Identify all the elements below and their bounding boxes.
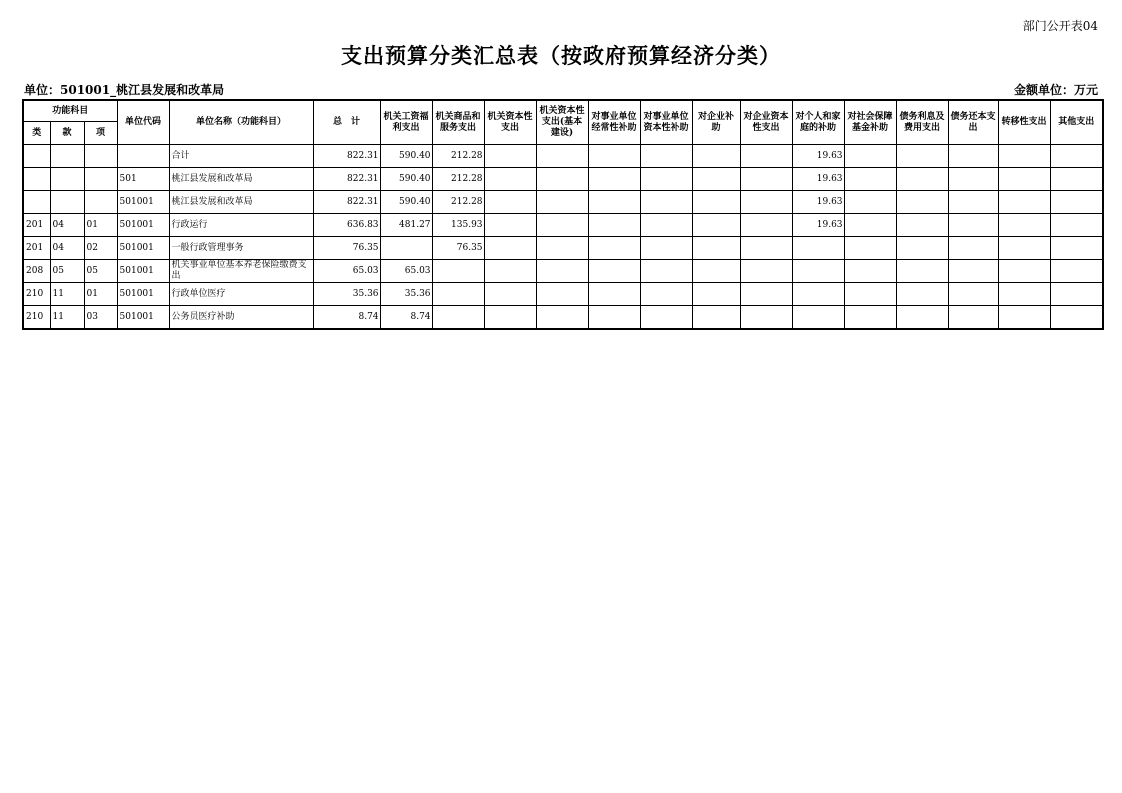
cell-c11 xyxy=(896,145,948,168)
header-c10: 对社会保障基金补助 xyxy=(844,100,896,145)
cell-c11 xyxy=(896,191,948,214)
cell-c14 xyxy=(1050,283,1103,306)
cell-unit-code: 501001 xyxy=(117,306,169,330)
cell-c12 xyxy=(948,191,998,214)
cell-c12 xyxy=(948,214,998,237)
cell-c13 xyxy=(998,283,1050,306)
cell-kuan: 04 xyxy=(50,214,84,237)
cell-xiang: 01 xyxy=(84,283,117,306)
cell-c1: 590.40 xyxy=(380,145,432,168)
cell-c3 xyxy=(484,260,536,283)
cell-c5 xyxy=(588,145,640,168)
cell-lei: 210 xyxy=(23,306,50,330)
cell-lei: 201 xyxy=(23,237,50,260)
cell-c5 xyxy=(588,283,640,306)
cell-lei xyxy=(23,168,50,191)
cell-c8 xyxy=(740,283,792,306)
cell-c14 xyxy=(1050,260,1103,283)
cell-c14 xyxy=(1050,306,1103,330)
cell-c12 xyxy=(948,283,998,306)
cell-c6 xyxy=(640,260,692,283)
cell-c6 xyxy=(640,214,692,237)
cell-c9 xyxy=(792,283,844,306)
table-row xyxy=(23,260,1103,283)
cell-unit-name: 行政单位医疗 xyxy=(169,283,313,306)
cell-c11 xyxy=(896,214,948,237)
header-c9: 对个人和家庭的补助 xyxy=(792,100,844,145)
cell-xiang: 02 xyxy=(84,237,117,260)
cell-c14 xyxy=(1050,145,1103,168)
cell-c14 xyxy=(1050,214,1103,237)
header-total: 总 计 xyxy=(313,100,380,145)
table-row xyxy=(23,145,1103,168)
cell-c13 xyxy=(998,145,1050,168)
cell-c8 xyxy=(740,168,792,191)
cell-c10 xyxy=(844,237,896,260)
cell-c3 xyxy=(484,237,536,260)
cell-c1: 481.27 xyxy=(380,214,432,237)
cell-c5 xyxy=(588,260,640,283)
cell-c9 xyxy=(792,260,844,283)
table-row xyxy=(23,168,1103,191)
cell-c3 xyxy=(484,191,536,214)
cell-c2 xyxy=(432,260,484,283)
cell-c7 xyxy=(692,145,740,168)
table-row xyxy=(23,191,1103,214)
amount-unit-label: 金额单位：万元 xyxy=(1013,83,1098,97)
cell-c3 xyxy=(484,168,536,191)
cell-unit-code: 501001 xyxy=(117,237,169,260)
cell-xiang xyxy=(84,168,117,191)
cell-c7 xyxy=(692,191,740,214)
header-unit-name: 单位名称（功能科目） xyxy=(169,100,313,145)
table-row xyxy=(23,237,1103,260)
cell-xiang xyxy=(84,145,117,168)
cell-c6 xyxy=(640,191,692,214)
cell-total: 822.31 xyxy=(313,168,380,191)
header-c1: 机关工资福利支出 xyxy=(380,100,432,145)
cell-c2 xyxy=(432,283,484,306)
page-title: 支出预算分类汇总表（按政府预算经济分类） xyxy=(341,43,781,68)
cell-c11 xyxy=(896,237,948,260)
cell-total: 35.36 xyxy=(313,283,380,306)
cell-c11 xyxy=(896,168,948,191)
cell-c10 xyxy=(844,306,896,330)
header-kuan: 款 xyxy=(50,122,84,145)
cell-unit-code: 501001 xyxy=(117,283,169,306)
cell-kuan xyxy=(50,145,84,168)
cell-c1 xyxy=(380,237,432,260)
cell-c14 xyxy=(1050,191,1103,214)
cell-c7 xyxy=(692,306,740,330)
cell-c1: 35.36 xyxy=(380,283,432,306)
cell-c10 xyxy=(844,283,896,306)
cell-c4 xyxy=(536,214,588,237)
cell-c2: 76.35 xyxy=(432,237,484,260)
budget-table xyxy=(22,99,1104,330)
header-c6: 对事业单位资本性补助 xyxy=(640,100,692,145)
cell-c9: 19.63 xyxy=(792,214,844,237)
cell-c10 xyxy=(844,145,896,168)
cell-c1: 590.40 xyxy=(380,168,432,191)
cell-c3 xyxy=(484,214,536,237)
cell-c5 xyxy=(588,237,640,260)
header-c7: 对企业补助 xyxy=(692,100,740,145)
cell-c6 xyxy=(640,145,692,168)
cell-c5 xyxy=(588,191,640,214)
header-unit-code: 单位代码 xyxy=(117,100,169,145)
cell-lei xyxy=(23,145,50,168)
cell-c9: 19.63 xyxy=(792,191,844,214)
cell-c14 xyxy=(1050,168,1103,191)
cell-unit-name: 行政运行 xyxy=(169,214,313,237)
cell-c7 xyxy=(692,237,740,260)
header-lei: 类 xyxy=(23,122,50,145)
cell-c11 xyxy=(896,283,948,306)
cell-total: 822.31 xyxy=(313,145,380,168)
cell-c11 xyxy=(896,306,948,330)
cell-c8 xyxy=(740,306,792,330)
cell-xiang: 03 xyxy=(84,306,117,330)
cell-c3 xyxy=(484,306,536,330)
cell-c6 xyxy=(640,306,692,330)
cell-c10 xyxy=(844,260,896,283)
unit-label: 单位：501001_桃江县发展和改革局 xyxy=(24,83,225,97)
cell-c9 xyxy=(792,237,844,260)
cell-c7 xyxy=(692,283,740,306)
cell-c2: 212.28 xyxy=(432,168,484,191)
cell-c4 xyxy=(536,306,588,330)
cell-lei: 210 xyxy=(23,283,50,306)
header-row-1 xyxy=(23,100,1103,122)
cell-c6 xyxy=(640,283,692,306)
cell-c5 xyxy=(588,168,640,191)
cell-total: 822.31 xyxy=(313,191,380,214)
cell-c11 xyxy=(896,260,948,283)
cell-xiang: 01 xyxy=(84,214,117,237)
cell-c9: 19.63 xyxy=(792,168,844,191)
cell-lei: 208 xyxy=(23,260,50,283)
cell-kuan xyxy=(50,168,84,191)
cell-c10 xyxy=(844,214,896,237)
header-c4: 机关资本性支出(基本建设) xyxy=(536,100,588,145)
cell-xiang: 05 xyxy=(84,260,117,283)
cell-c9 xyxy=(792,306,844,330)
table-row xyxy=(23,214,1103,237)
header-c14: 其他支出 xyxy=(1050,100,1103,145)
cell-unit-code: 501001 xyxy=(117,260,169,283)
cell-c6 xyxy=(640,168,692,191)
cell-total: 76.35 xyxy=(313,237,380,260)
cell-c10 xyxy=(844,191,896,214)
cell-total: 636.83 xyxy=(313,214,380,237)
header-xiang: 项 xyxy=(84,122,117,145)
header-c5: 对事业单位经常性补助 xyxy=(588,100,640,145)
cell-c12 xyxy=(948,145,998,168)
cell-total: 65.03 xyxy=(313,260,380,283)
cell-c13 xyxy=(998,214,1050,237)
cell-c12 xyxy=(948,260,998,283)
cell-unit-name: 机关事业单位基本养老保险缴费支出 xyxy=(169,260,313,283)
header-c2: 机关商品和服务支出 xyxy=(432,100,484,145)
cell-xiang xyxy=(84,191,117,214)
cell-kuan xyxy=(50,191,84,214)
cell-c10 xyxy=(844,168,896,191)
cell-c5 xyxy=(588,214,640,237)
cell-c8 xyxy=(740,237,792,260)
cell-c2: 212.28 xyxy=(432,191,484,214)
cell-c13 xyxy=(998,306,1050,330)
cell-c2 xyxy=(432,306,484,330)
cell-kuan: 11 xyxy=(50,283,84,306)
header-func-group: 功能科目 xyxy=(23,100,117,122)
cell-c1: 65.03 xyxy=(380,260,432,283)
cell-c4 xyxy=(536,168,588,191)
table-row xyxy=(23,283,1103,306)
cell-c8 xyxy=(740,214,792,237)
cell-unit-name: 公务员医疗补助 xyxy=(169,306,313,330)
cell-c4 xyxy=(536,260,588,283)
cell-c12 xyxy=(948,168,998,191)
cell-c5 xyxy=(588,306,640,330)
header-c12: 债务还本支出 xyxy=(948,100,998,145)
cell-c3 xyxy=(484,283,536,306)
cell-kuan: 11 xyxy=(50,306,84,330)
cell-unit-name: 合计 xyxy=(169,145,313,168)
cell-unit-name: 桃江县发展和改革局 xyxy=(169,191,313,214)
cell-c3 xyxy=(484,145,536,168)
cell-c1: 8.74 xyxy=(380,306,432,330)
cell-unit-code: 501001 xyxy=(117,214,169,237)
cell-kuan: 05 xyxy=(50,260,84,283)
cell-c2: 135.93 xyxy=(432,214,484,237)
cell-c2: 212.28 xyxy=(432,145,484,168)
header-c3: 机关资本性支出 xyxy=(484,100,536,145)
header-c11: 债务利息及费用支出 xyxy=(896,100,948,145)
cell-total: 8.74 xyxy=(313,306,380,330)
cell-c7 xyxy=(692,214,740,237)
cell-c6 xyxy=(640,237,692,260)
cell-c12 xyxy=(948,237,998,260)
cell-c7 xyxy=(692,260,740,283)
cell-c1: 590.40 xyxy=(380,191,432,214)
cell-c7 xyxy=(692,168,740,191)
table-number-label: 部门公开表04 xyxy=(1022,19,1098,33)
cell-lei: 201 xyxy=(23,214,50,237)
cell-c4 xyxy=(536,191,588,214)
cell-c4 xyxy=(536,145,588,168)
header-c8: 对企业资本性支出 xyxy=(740,100,792,145)
cell-c13 xyxy=(998,168,1050,191)
header-c13: 转移性支出 xyxy=(998,100,1050,145)
cell-c13 xyxy=(998,191,1050,214)
cell-c9: 19.63 xyxy=(792,145,844,168)
cell-lei xyxy=(23,191,50,214)
cell-c4 xyxy=(536,283,588,306)
cell-unit-code xyxy=(117,145,169,168)
cell-c14 xyxy=(1050,237,1103,260)
cell-c8 xyxy=(740,145,792,168)
cell-unit-name: 桃江县发展和改革局 xyxy=(169,168,313,191)
cell-c4 xyxy=(536,237,588,260)
cell-c8 xyxy=(740,260,792,283)
cell-unit-code: 501 xyxy=(117,168,169,191)
cell-c12 xyxy=(948,306,998,330)
cell-unit-name: 一般行政管理事务 xyxy=(169,237,313,260)
table-row xyxy=(23,306,1103,330)
cell-unit-code: 501001 xyxy=(117,191,169,214)
cell-c13 xyxy=(998,260,1050,283)
cell-c13 xyxy=(998,237,1050,260)
cell-kuan: 04 xyxy=(50,237,84,260)
cell-c8 xyxy=(740,191,792,214)
